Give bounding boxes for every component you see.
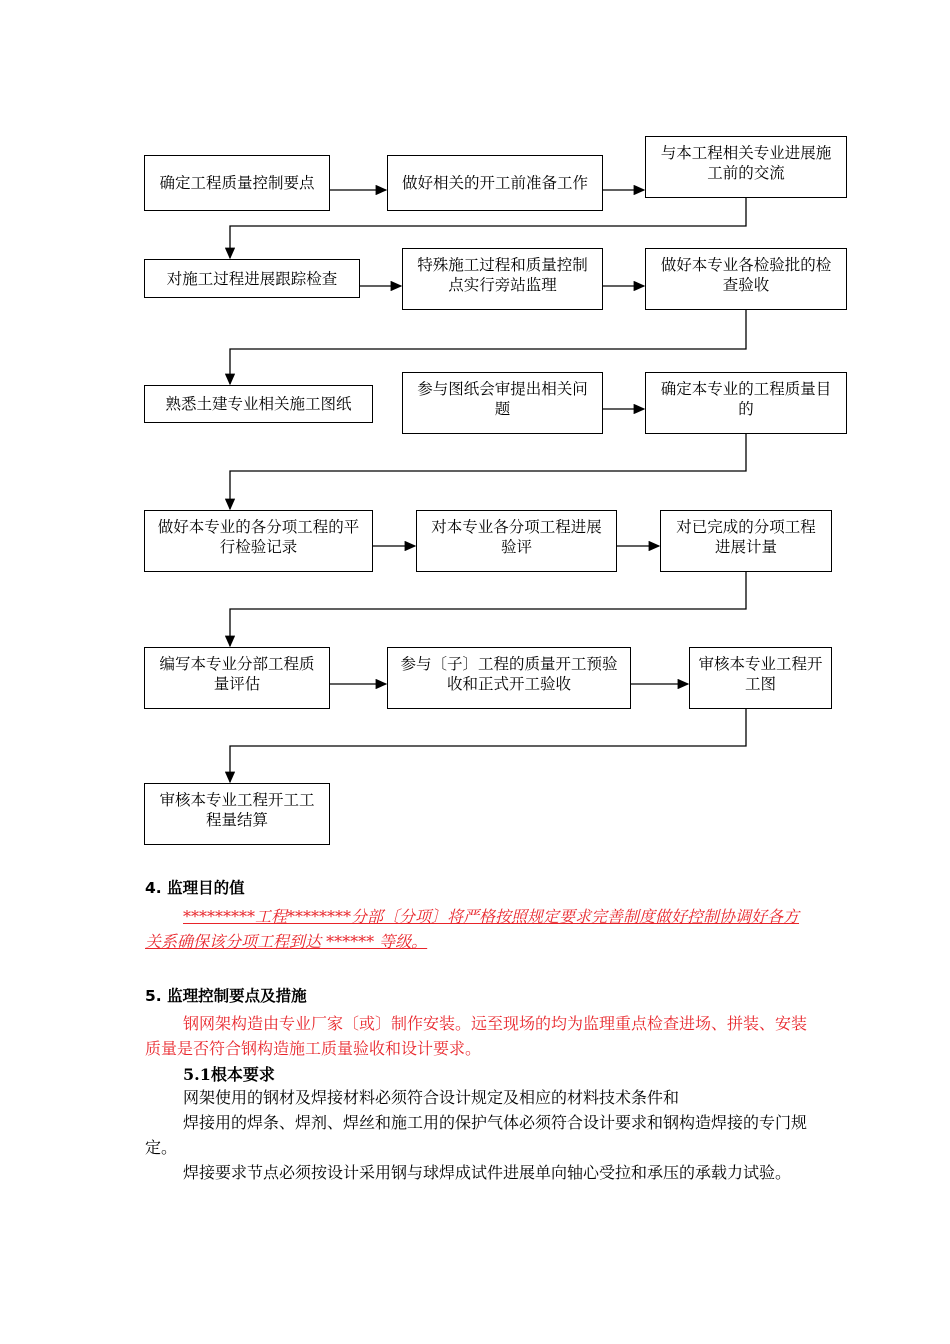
section-5-intro: 钢网架构造由专业厂家〔或〕制作安装。远至现场的均为监理重点检查进场、拼装、安装质量是否符合钢构造施工质量验收和设计要求。: [145, 1014, 808, 1058]
flow-step-1-label: 确定工程质量控制要点: [159, 174, 315, 192]
flow-step-14-label: 参与〔子〕工程的质量开工预验收和正式开工验收: [400, 655, 618, 693]
section-5-heading: 5. 监理控制要点及措施: [145, 987, 307, 1005]
flow-step-16: [144, 783, 330, 845]
flow-step-15: [689, 647, 832, 709]
flow-step-4: [144, 259, 360, 298]
section-5-1-heading: 5.1根本要求: [183, 1065, 275, 1084]
section-5-1-para-2: 焊接用的焊条、焊剂、焊丝和施工用的保护气体必须符合设计要求和钢构造焊接的专门规定。: [145, 1113, 808, 1157]
flow-step-5-label: 特殊施工过程和质量控制点实行旁站监理: [417, 256, 588, 294]
flow-step-10-label: 做好本专业的各分项工程的平行检验记录: [157, 518, 360, 556]
section-5-1-para-3: 焊接要求节点必须按设计采用钢与球焊成试件进展单向轴心受拉和承压的承载力试验。: [183, 1163, 792, 1182]
flow-step-8-label: 参与图纸会审提出相关问题: [417, 380, 588, 418]
flow-step-12: [660, 510, 832, 572]
flow-step-13-label: 编写本专业分部工程质量评估: [159, 655, 315, 693]
flow-step-5: [402, 248, 603, 310]
flow-step-9: [645, 372, 847, 434]
flow-step-2: [387, 155, 603, 211]
flow-step-10: [144, 510, 373, 572]
flow-step-6: [645, 248, 847, 310]
section-4-text: [145, 904, 813, 954]
flow-step-11: [416, 510, 617, 572]
flow-step-3-label: 与本工程相关专业进展施工前的交流: [660, 144, 832, 182]
flow-step-2-label: 做好相关的开工前准备工作: [401, 174, 588, 192]
flow-step-7-label: 熟悉土建专业相关施工图纸: [165, 395, 352, 413]
flow-step-7: [144, 385, 373, 423]
flow-step-6-label: 做好本专业各检验批的检查验收: [660, 256, 832, 294]
flow-step-16-label: 审核本专业工程开工工程量结算: [159, 791, 315, 829]
flow-step-13: [144, 647, 330, 709]
flow-step-4-label: 对施工过程进展跟踪检查: [166, 269, 338, 288]
section-5-1-para-1: 网架使用的钢材及焊接材料必须符合设计规定及相应的材料技术条件和: [183, 1088, 680, 1107]
section-4-goal-text: *********工程********分部〔分项〕将严格按照规定要求完善制度做好控制协调好各方关系确保该分项工程到达 ****** 等级。: [145, 907, 800, 951]
flow-step-15-label: 审核本专业工程开工图: [698, 655, 823, 693]
flow-step-12-label: 对已完成的分项工程进展计量: [676, 518, 816, 556]
section-4-heading: 4. 监理目的值: [145, 879, 245, 897]
flow-step-3: [645, 136, 847, 198]
flow-step-9-label: 确定本专业的工程质量目的: [660, 380, 832, 418]
flow-step-14: [387, 647, 631, 709]
flow-step-1: [144, 155, 330, 211]
flow-step-11-label: 对本专业各分项工程进展验评: [431, 518, 602, 556]
flow-step-8: [402, 372, 603, 434]
